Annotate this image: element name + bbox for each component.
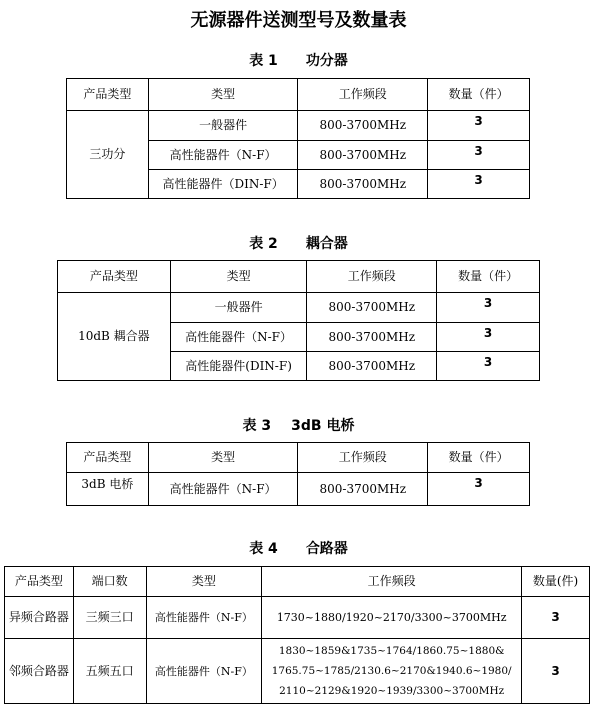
header-type: 类型	[148, 443, 298, 473]
header-product-type: 产品类型	[67, 79, 149, 111]
table1-caption-number: 表 1	[249, 53, 278, 69]
ports-cell: 三频三口	[73, 597, 146, 639]
frequency-cell	[262, 639, 522, 704]
frequency-line: 1765.75~1785/2130.6~2170&1940.6~1980/	[271, 665, 512, 677]
product-cell: 3dB 电桥	[67, 473, 149, 506]
type-cell: 一般器件	[170, 293, 307, 323]
table3-caption-number: 表 3	[242, 418, 272, 434]
table4-caption-name: 合路器	[305, 541, 348, 557]
product-cell: 10dB 耦合器	[58, 293, 171, 381]
table3-caption	[0, 415, 597, 435]
header-frequency: 工作频段	[307, 261, 437, 293]
frequency-cell: 800-3700MHz	[307, 352, 437, 381]
product-cell: 邻频合路器	[5, 639, 74, 704]
header-quantity: 数量（件）	[437, 261, 540, 293]
frequency-cell: 800-3700MHz	[307, 293, 437, 323]
product-cell: 三功分	[67, 111, 149, 199]
ports-cell: 五频五口	[73, 639, 146, 704]
quantity-cell: 3	[437, 293, 540, 323]
frequency-line: 1830~1859&1735~1764/1860.75~1880&	[278, 645, 505, 657]
header-quantity: 数量（件）	[428, 443, 530, 473]
type-cell: 高性能器件（N-F）	[146, 597, 262, 639]
quantity-cell: 3	[428, 473, 530, 506]
quantity-cell: 3	[522, 639, 590, 704]
table2-caption-name: 耦合器	[305, 236, 348, 252]
quantity-cell: 3	[522, 597, 590, 639]
table3-hybrid-bridge	[66, 442, 530, 506]
header-product-type: 产品类型	[5, 567, 74, 597]
table1-power-divider	[66, 78, 530, 199]
type-cell: 高性能器件（N-F）	[148, 473, 298, 506]
frequency-cell: 800-3700MHz	[298, 111, 428, 141]
table1-caption	[0, 50, 597, 70]
frequency-cell: 1730~1880/1920~2170/3300~3700MHz	[262, 597, 522, 639]
type-cell: 高性能器件(DIN-F)	[170, 352, 307, 381]
header-quantity: 数量（件）	[428, 79, 530, 111]
header-quantity: 数量(件)	[522, 567, 590, 597]
type-cell: 高性能器件（DIN-F）	[148, 170, 298, 199]
header-type: 类型	[170, 261, 307, 293]
table2-coupler	[57, 260, 540, 381]
quantity-cell: 3	[428, 170, 530, 199]
frequency-cell: 800-3700MHz	[298, 473, 428, 506]
frequency-cell: 800-3700MHz	[307, 323, 437, 352]
table4-combiner	[4, 566, 590, 704]
header-frequency: 工作频段	[298, 79, 428, 111]
header-ports: 端口数	[73, 567, 146, 597]
header-frequency: 工作频段	[262, 567, 522, 597]
quantity-cell: 3	[437, 323, 540, 352]
table3-caption-name: 3dB 电桥	[291, 418, 355, 434]
table2-caption	[0, 233, 597, 253]
type-cell: 高性能器件（N-F）	[146, 639, 262, 704]
header-frequency: 工作频段	[298, 443, 428, 473]
table1-caption-name: 功分器	[305, 53, 348, 69]
type-cell: 高性能器件（N-F）	[170, 323, 307, 352]
frequency-cell: 800-3700MHz	[298, 170, 428, 199]
table2-caption-number: 表 2	[249, 236, 278, 252]
type-cell: 一般器件	[148, 111, 298, 141]
product-cell: 异频合路器	[5, 597, 74, 639]
quantity-cell: 3	[428, 141, 530, 170]
header-product-type: 产品类型	[67, 443, 149, 473]
document-title: 无源器件送测型号及数量表	[190, 10, 407, 31]
header-type: 类型	[148, 79, 298, 111]
header-product-type: 产品类型	[58, 261, 171, 293]
quantity-cell: 3	[437, 352, 540, 381]
table4-caption-number: 表 4	[249, 541, 278, 557]
table4-caption	[0, 538, 597, 558]
frequency-line: 2110~2129&1920~1939/3300~3700MHz	[279, 685, 505, 697]
quantity-cell: 3	[428, 111, 530, 141]
frequency-cell: 800-3700MHz	[298, 141, 428, 170]
type-cell: 高性能器件（N-F）	[148, 141, 298, 170]
header-type: 类型	[146, 567, 262, 597]
